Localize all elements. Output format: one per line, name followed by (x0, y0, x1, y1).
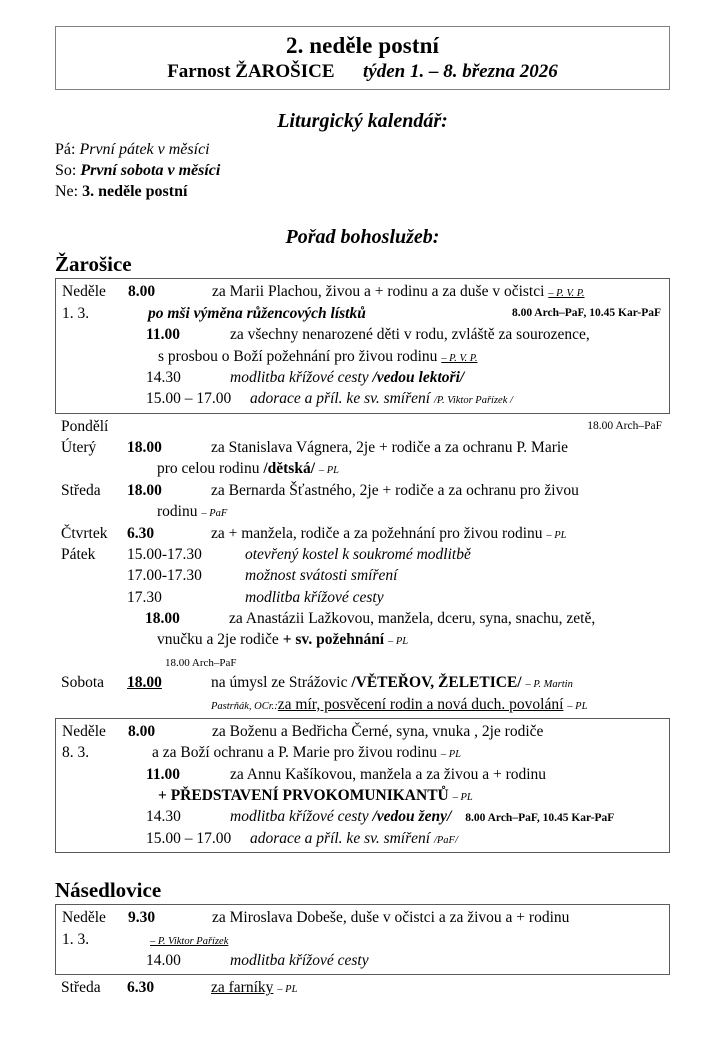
table-row (61, 977, 664, 998)
row-time: 14.00 (146, 952, 181, 970)
row-description: možnost svátosti smíření (245, 567, 398, 585)
lit-day-text: První pátek v měsíci (79, 141, 210, 159)
row-time: 14.30 (146, 368, 181, 386)
row-time: 18.00 (127, 439, 162, 457)
schedule-block-weekdays (55, 414, 670, 718)
row-description: modlitba křížové cesty (245, 588, 384, 606)
row-time: 11.00 (146, 326, 181, 344)
row-description: a za Boží ochranu a P. Marie pro živou rodinu (152, 744, 437, 762)
row-time: 15.00 – 17.00 (146, 390, 232, 408)
row-time: 9.30 (128, 909, 156, 927)
parish-name: Farnost ŽAROŠICE (167, 60, 335, 82)
services-heading: Pořad bohoslužeb: (285, 226, 440, 249)
week-range: týden 1. – 8. března 2026 (363, 60, 558, 82)
row-description: modlitba křížové cesty (230, 952, 369, 970)
table-row (62, 785, 663, 806)
table-row (61, 565, 664, 586)
row-time: 17.00-17.30 (127, 567, 202, 585)
row-description: otevřený kostel k soukromé modlitbě (245, 545, 471, 563)
row-date: 1. 3. (62, 930, 90, 948)
table-row (61, 523, 664, 544)
list-item (55, 139, 670, 160)
row-pre-note: 18.00 Arch–PaF (165, 656, 237, 669)
row-description: na úmysl ze Strážovic (211, 674, 352, 692)
table-row (62, 950, 663, 971)
row-description-emphasis: /vedou lektoři/ (372, 368, 465, 386)
place-heading-zarosice: Žarošice (55, 252, 132, 277)
header-subtitle (64, 61, 661, 82)
table-row (62, 828, 663, 849)
row-time: 6.30 (127, 979, 155, 997)
row-day: Sobota (61, 674, 105, 692)
row-celebrant: – PL (452, 792, 473, 804)
row-description: rodinu (157, 503, 202, 521)
row-time: 15.00-17.30 (127, 545, 202, 563)
row-day: Pátek (61, 545, 96, 563)
schedule-block-nasedlovice-wednesday (55, 975, 670, 1001)
row-description: za Anastázii Lažkovou, manžela, dceru, syna, snachu, zetě, (229, 610, 596, 628)
table-row (62, 346, 663, 367)
row-description: za mír, posvěcení rodin a nová duch. povolání (277, 695, 564, 713)
row-description-emphasis: /dětská/ (263, 460, 316, 478)
table-row (62, 907, 663, 928)
schedule-block-sunday-1 (55, 278, 670, 413)
row-celebrant: – P. V. P. (548, 288, 585, 300)
row-description: modlitba křížové cesty (230, 368, 369, 386)
lit-day-label: Ne: (55, 183, 83, 201)
list-item (55, 181, 670, 202)
table-row (61, 694, 664, 715)
table-row (62, 303, 663, 324)
row-day: Středa (61, 481, 101, 499)
row-time: 14.30 (146, 808, 181, 826)
row-day: Úterý (61, 439, 97, 457)
row-celebrant: – P. V. P. (441, 352, 478, 364)
liturgical-calendar-list (55, 139, 670, 202)
table-row (61, 480, 664, 501)
row-celebrant: – PL (388, 636, 409, 648)
row-celebrant: Pastrňák, OCr.: (211, 700, 278, 712)
row-description: modlitba křížové cesty (230, 808, 369, 826)
row-celebrant: – PL (567, 700, 588, 712)
table-row (62, 281, 663, 302)
lit-day-text: První sobota v měsíci (80, 162, 221, 180)
row-time: 6.30 (127, 524, 155, 542)
row-time: 18.00 (145, 610, 180, 628)
row-celebrant: – PL (277, 984, 298, 996)
table-row (62, 721, 663, 742)
row-day: Neděle (62, 722, 106, 740)
table-row (61, 672, 664, 693)
row-date: 8. 3. (62, 744, 90, 762)
row-time: 18.00 (127, 481, 162, 499)
row-day: Čtvrtek (61, 524, 108, 542)
row-celebrant: – P. Viktor Pařízek (150, 935, 229, 947)
row-description: za + manžela, rodiče a za požehnání pro živou rodinu (211, 524, 543, 542)
table-row (62, 367, 663, 388)
table-row (61, 587, 664, 608)
row-description-emphasis: /vedou ženy/ (372, 808, 452, 826)
bulletin-page (0, 26, 725, 1050)
row-day: Středa (61, 979, 101, 997)
row-description-emphasis: + sv. požehnání (282, 631, 385, 649)
table-row (61, 501, 664, 522)
row-description: pro celou rodinu (157, 460, 264, 478)
row-description: za Boženu a Bedřicha Černé, syna, vnuka , 2je rodiče (212, 722, 544, 740)
table-row (61, 629, 664, 650)
table-row (61, 608, 664, 629)
row-celebrant: – PL (318, 465, 340, 477)
row-celebrant: – PL (546, 529, 567, 541)
row-description-emphasis: + PŘEDSTAVENÍ PRVOKOMUNIKANTŮ (158, 787, 449, 805)
page-title: 2. neděle postní (285, 33, 440, 58)
row-description: adorace a příl. ke sv. smíření (250, 829, 431, 847)
schedule-block-sunday-2 (55, 718, 670, 853)
row-description-emphasis: /VĚTEŘOV, ŽELETICE/ (351, 674, 522, 692)
schedule-block-nasedlovice-sunday (55, 904, 670, 975)
row-date: 1. 3. (62, 304, 90, 322)
row-time: 15.00 – 17.00 (146, 829, 232, 847)
lit-day-label: So: (55, 162, 81, 180)
row-time: 17.30 (127, 588, 162, 606)
table-row (61, 544, 664, 565)
row-celebrant: /PaF/ (433, 834, 458, 846)
row-description: za Annu Kašíkovou, manžela a za živou a + rodinu (230, 765, 547, 783)
row-right-note: 18.00 Arch–PaF (587, 419, 662, 432)
row-description: za všechny nenarozené děti v rodu, zvláště za sourozence, (230, 326, 590, 344)
row-description: adorace a příl. ke sv. smíření (250, 390, 431, 408)
row-day: Pondělí (61, 417, 109, 435)
table-row (62, 324, 663, 345)
list-item (55, 160, 670, 181)
row-time: 11.00 (146, 765, 181, 783)
table-row (62, 388, 663, 409)
row-note: po mši výměna růžencových lístků (148, 304, 366, 322)
row-description: za Bernarda Šťastného, 2je + rodiče a za ochranu pro živou (211, 481, 579, 499)
place-heading-nasedlovice: Násedlovice (55, 878, 162, 903)
row-time: 8.00 (128, 283, 156, 301)
row-description: za Miroslava Dobeše, duše v očistci a za živou a + rodinu (212, 909, 570, 927)
row-description: za farníky (211, 979, 274, 997)
row-description: vnučku a 2je rodiče (157, 631, 283, 649)
lit-day-text: 3. neděle postní (82, 183, 188, 201)
table-row (62, 764, 663, 785)
table-row (62, 806, 663, 827)
lit-day-label: Pá: (55, 141, 80, 159)
row-right-note: 8.00 Arch–PaF, 10.45 Kar-PaF (511, 306, 661, 319)
row-celebrant: – P. Martin (525, 679, 573, 691)
row-celebrant: /P. Viktor Pařízek / (433, 395, 513, 407)
row-celebrant: – PaF (201, 508, 228, 520)
row-celebrant: – PL (440, 749, 461, 761)
header-box (55, 26, 670, 90)
row-day: Neděle (62, 283, 106, 301)
row-description: za Stanislava Vágnera, 2je + rodiče a za ochranu P. Marie (211, 439, 569, 457)
table-row (62, 742, 663, 763)
row-right-note: 8.00 Arch–PaF, 10.45 Kar-PaF (465, 812, 615, 825)
table-row (61, 416, 664, 437)
table-row (61, 651, 664, 672)
row-description: za Marii Plachou, živou a + rodinu a za duše v očistci (212, 283, 545, 301)
table-row (61, 458, 664, 479)
table-row (62, 929, 663, 950)
row-time: 8.00 (128, 722, 156, 740)
row-description: s prosbou o Boží požehnání pro živou rodinu (158, 347, 438, 365)
liturgical-calendar-heading: Liturgický kalendář: (277, 110, 448, 133)
row-time: 18.00 (127, 674, 162, 692)
table-row (61, 437, 664, 458)
row-day: Neděle (62, 909, 106, 927)
